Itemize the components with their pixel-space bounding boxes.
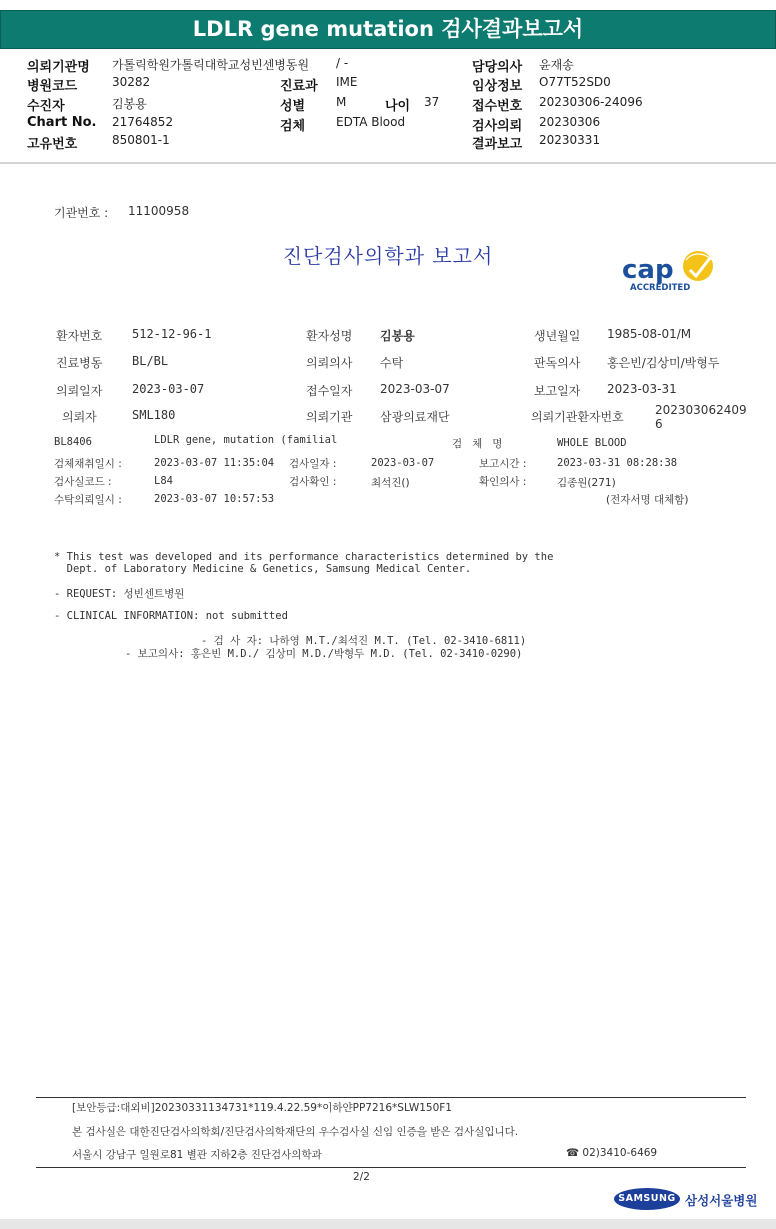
org-number: 11100958 <box>128 204 190 218</box>
header-label: 임상정보 <box>472 79 523 94</box>
header-value: M <box>336 95 347 109</box>
cap-logo-text: cap <box>622 255 674 285</box>
header-label: Chart No. <box>27 115 97 130</box>
recv-value: 2023-03-07 10:57:53 <box>154 493 275 505</box>
collect-value: 2023-03-07 11:35:04 <box>154 457 275 469</box>
header-value: 21764852 <box>112 115 174 129</box>
info-label: 접수일자 <box>306 384 353 398</box>
header-label: 나이 <box>385 99 411 114</box>
checker-label: 검사확인 : <box>289 476 337 488</box>
test-code: BL8406 <box>54 436 92 448</box>
info-value: 2023-03-07 <box>380 382 450 396</box>
info-value: 2023-03-31 <box>607 382 677 396</box>
header-label: 접수번호 <box>472 99 523 114</box>
samsung-logo-text: SAMSUNG <box>618 1193 676 1204</box>
testdate-value: 2023-03-07 <box>371 457 435 469</box>
info-label: 환자번호 <box>56 329 103 343</box>
header-value: 윤재송 <box>539 58 574 72</box>
header-label: 의뢰기관명 <box>27 60 90 75</box>
info-value: 삼광의료재단 <box>380 410 450 424</box>
header-label: 수진자 <box>27 99 65 114</box>
footer-top-rule <box>36 1097 746 1098</box>
note-line-1: * This test was developed and its performance characteristics determined by the <box>54 551 554 563</box>
cap-logo-sub: ACCREDITED <box>630 283 691 293</box>
confirm-label: 확인의사 : <box>479 476 527 488</box>
room-value: L84 <box>154 475 173 487</box>
header-label: 담당의사 <box>472 60 523 75</box>
samsung-logo <box>614 1188 680 1210</box>
info-label: 의뢰자 <box>62 410 97 424</box>
header-value: 20230331 <box>539 133 601 147</box>
specimen-label: 검 체 명 <box>452 438 503 450</box>
info-label: 의뢰기관 <box>306 410 353 424</box>
report-title: LDLR gene mutation 검사결과보고서 <box>192 17 584 41</box>
footer-bottom-rule <box>36 1167 746 1168</box>
info-value: 512-12-96-1 <box>132 327 212 341</box>
hospital-name: 삼성서울병원 <box>685 1193 758 1208</box>
info-value: 202303062409 <box>655 403 747 417</box>
org-number-label: 기관번호 : <box>54 206 109 220</box>
info-label: 의뢰의사 <box>306 356 353 370</box>
header-label: 검체 <box>280 119 306 134</box>
header-value: 20230306 <box>539 115 601 129</box>
header-label: 고유번호 <box>27 137 78 152</box>
info-value: 김봉용 <box>380 329 415 343</box>
report-title-bar <box>0 10 776 49</box>
specimen-value: WHOLE BLOOD <box>557 437 627 449</box>
room-label: 검사실코드 : <box>54 476 112 488</box>
info-label: 판독의사 <box>534 356 581 370</box>
tester-line: - 검 사 자: 나하영 M.T./최석진 M.T. (Tel. 02-3410-6811) <box>201 635 527 647</box>
info-label: 환자성명 <box>306 329 353 343</box>
info-value: 2023-03-07 <box>132 382 205 396</box>
request-line: - REQUEST: 성빈센트병원 <box>54 588 185 600</box>
recv-label: 수탁의뢰일시 : <box>54 494 122 506</box>
header-value: O77T52SD0 <box>539 75 611 89</box>
header-label: 성별 <box>280 99 306 114</box>
header-value: 30282 <box>112 75 151 89</box>
header-value: / - <box>336 56 349 70</box>
header-value: 850801-1 <box>112 133 170 147</box>
doctors-line: - 보고의사: 홍은빈 M.D./ 김상미 M.D./박형두 M.D. (Tel. 02-3410-0290) <box>125 648 523 660</box>
header-label: 검사의뢰 <box>472 119 523 134</box>
reporttime-label: 보고시간 : <box>479 458 527 470</box>
confirm-value: 김종원(271) <box>557 477 616 489</box>
security-line: [보안등급:대외비]20230331134731*119.4.22.59*이하얀PP7216*SLW150F1 <box>72 1102 452 1114</box>
note-line-2: Dept. of Laboratory Medicine & Genetics, Samsung Medical Center. <box>54 563 472 575</box>
info-value: 6 <box>655 417 663 431</box>
header-value: 김봉용 <box>112 97 147 111</box>
info-value: SML180 <box>132 408 176 422</box>
test-name: LDLR gene, mutation (familial <box>154 434 338 446</box>
header-value: 37 <box>424 95 440 109</box>
esign-note: (전자서명 대체함) <box>606 494 689 506</box>
info-label: 보고일자 <box>534 384 581 398</box>
info-label: 진료병동 <box>56 356 103 370</box>
collect-label: 검체채취일시 : <box>54 458 122 470</box>
header-value: EDTA Blood <box>336 115 406 129</box>
bottom-strip <box>0 1219 776 1229</box>
info-value: 수탁 <box>380 356 404 370</box>
header-value: 가톨릭학원가톨릭대학교성빈센병동원 <box>112 58 310 72</box>
header-value: IME <box>336 75 358 89</box>
checker-value: 최석진() <box>371 477 410 489</box>
info-label: 의뢰기관환자번호 <box>531 410 624 424</box>
header-label: 병원코드 <box>27 79 78 94</box>
header-value: 20230306-24096 <box>539 95 643 109</box>
info-label: 의뢰일자 <box>56 384 103 398</box>
address-line: 서울시 강남구 일원로81 별관 지하2층 진단검사의학과 <box>72 1149 322 1161</box>
page-number: 2/2 <box>353 1171 370 1183</box>
header-divider <box>0 162 776 164</box>
cert-line: 본 검사실은 대한진단검사의학회/진단검사의학재단의 우수검사실 신임 인증을 받은 검사실입니다. <box>72 1126 519 1138</box>
info-value: 홍은빈/김상미/박형두 <box>607 356 720 370</box>
dept-title: 진단검사의학과 보고서 <box>282 244 494 268</box>
phone-line: ☎ 02)3410-6469 <box>566 1147 658 1159</box>
header-label: 결과보고 <box>472 137 523 152</box>
info-value: 1985-08-01/M <box>607 327 692 341</box>
clinical-info-line: - CLINICAL INFORMATION: not submitted <box>54 610 288 622</box>
info-label: 생년월일 <box>534 329 581 343</box>
cap-accredited-logo <box>620 248 720 294</box>
info-value: BL/BL <box>132 354 169 368</box>
header-label: 진료과 <box>280 79 318 94</box>
reporttime-value: 2023-03-31 08:28:38 <box>557 457 678 469</box>
testdate-label: 검사일자 : <box>289 458 337 470</box>
